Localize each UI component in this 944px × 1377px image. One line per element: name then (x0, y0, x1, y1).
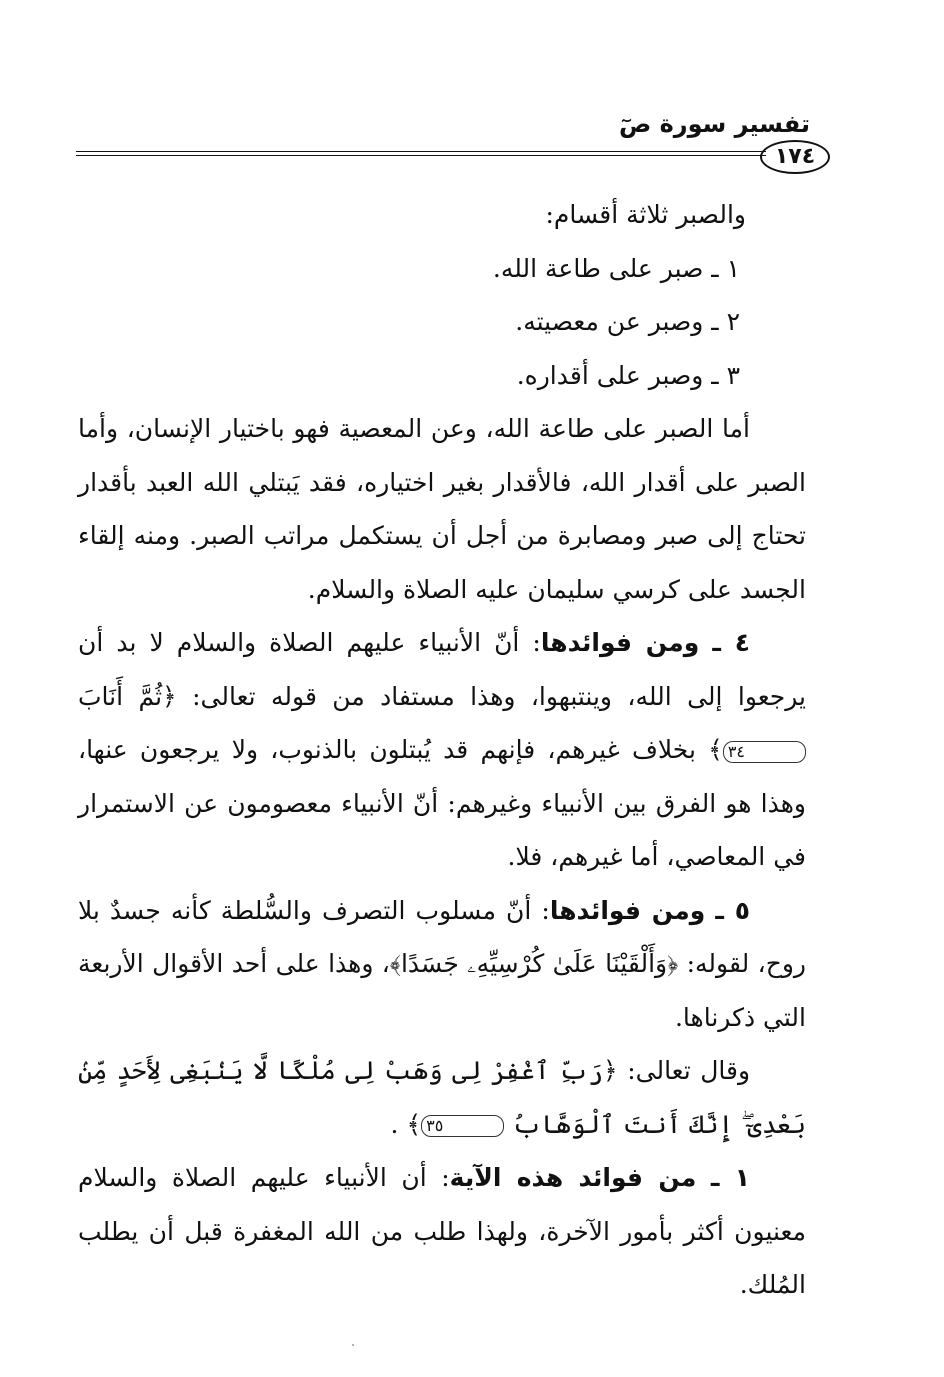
point-text: بخلاف غيرهم، فإنهم قد يُبتلون بالذنوب، ولا يرجعون عنها، وهذا هو الفرق بين الأنبياء وغيرهم: أنّ الأنبياء معصومون عن الاستمرار في المعاصي، أما غيرهم، فلا. (78, 735, 806, 871)
point-text: : أنّ مسلوب التصرف والسُّلطة كأنه جسدٌ بلا روح، لقوله: (78, 895, 806, 978)
list-item: ٣ ـ وصبر على أقداره. (516, 360, 740, 390)
paragraph-patience: أما الصبر على طاعة الله، وعن المعصية فهو باختيار الإنسان، وأما الصبر على أقدار الله، فالأقدار بغير اختياره، فقد يَبتلي الله العبد بأقدار تحتاج إلى صبر ومصابرة من أجل أن يستكمل مراتب الصبر. ومنه إلقاء الجسد على كرسي سليمان عليه الصلاة والسلام. (78, 414, 806, 604)
point-text: ، وهذا على أحد الأقوال الأربعة التي ذكرناها. (78, 949, 806, 1032)
body-text (78, 188, 806, 1312)
quran-verse: ﴿رَبِّ ٱغْفِرْ لِى وَهَبْ لِى مُلْكًا لَّا يَنۢبَغِى لِأَحَدٍ مِّنۢ بَعْدِىٓ ۖ إِنَّكَ أَنتَ ٱلْوَهَّابُ (78, 1056, 806, 1139)
running-title: تفسير سورة صٓ (618, 110, 810, 138)
point-heading: من فوائد هذه الآية (449, 1163, 697, 1192)
paragraph-verse (78, 1044, 806, 1151)
ayah-number-marker: ٣٤ (723, 741, 806, 763)
page-number: ١٧٤ (760, 140, 830, 174)
point-number: ٥ ـ (715, 895, 751, 925)
point-number: ٤ ـ (712, 628, 750, 657)
point-text: : أنّ الأنبياء عليهم الصلاة والسلام لا بد أن يرجعوا إلى الله، وينتبهوا، وهذا مستفاد من قوله تعالى: (78, 628, 807, 711)
list-item: ١ ـ صبر على طاعة الله. (492, 253, 740, 283)
quran-verse-close: ﴾ . (390, 1109, 422, 1139)
header-rule (76, 151, 766, 156)
quran-quote: ﴿وَأَلْقَيْنَا عَلَىٰ كُرْسِيِّهِۦ جَسَدًا﴾ (389, 949, 679, 978)
point-heading: ومن فوائدها (540, 628, 700, 657)
intro-line: والصبر ثلاثة أقسام: (545, 200, 746, 229)
verse-lead: وقال تعالى: (627, 1056, 751, 1085)
quran-quote: ﴿ثُمَّ أَنَابَ (78, 681, 177, 711)
paragraph-benefit-5 (78, 884, 806, 1045)
quran-quote-close: ﴾ (708, 735, 723, 764)
point-heading: ومن فوائدها (549, 895, 706, 925)
point-text: : أن الأنبياء عليهم الصلاة والسلام معنيون أكثر بأمور الآخرة، ولهذا طلب من الله المغفرة قبل أن يطلب المُلك. (78, 1163, 806, 1299)
ayah-number-marker: ٣٥ (421, 1115, 504, 1137)
paragraph-benefit-4 (78, 616, 806, 884)
point-number: ١ ـ (710, 1163, 751, 1192)
scan-speck (352, 1344, 354, 1346)
paragraph-benefit-1 (78, 1151, 806, 1312)
list-item: ٢ ـ وصبر عن معصيته. (515, 307, 740, 336)
